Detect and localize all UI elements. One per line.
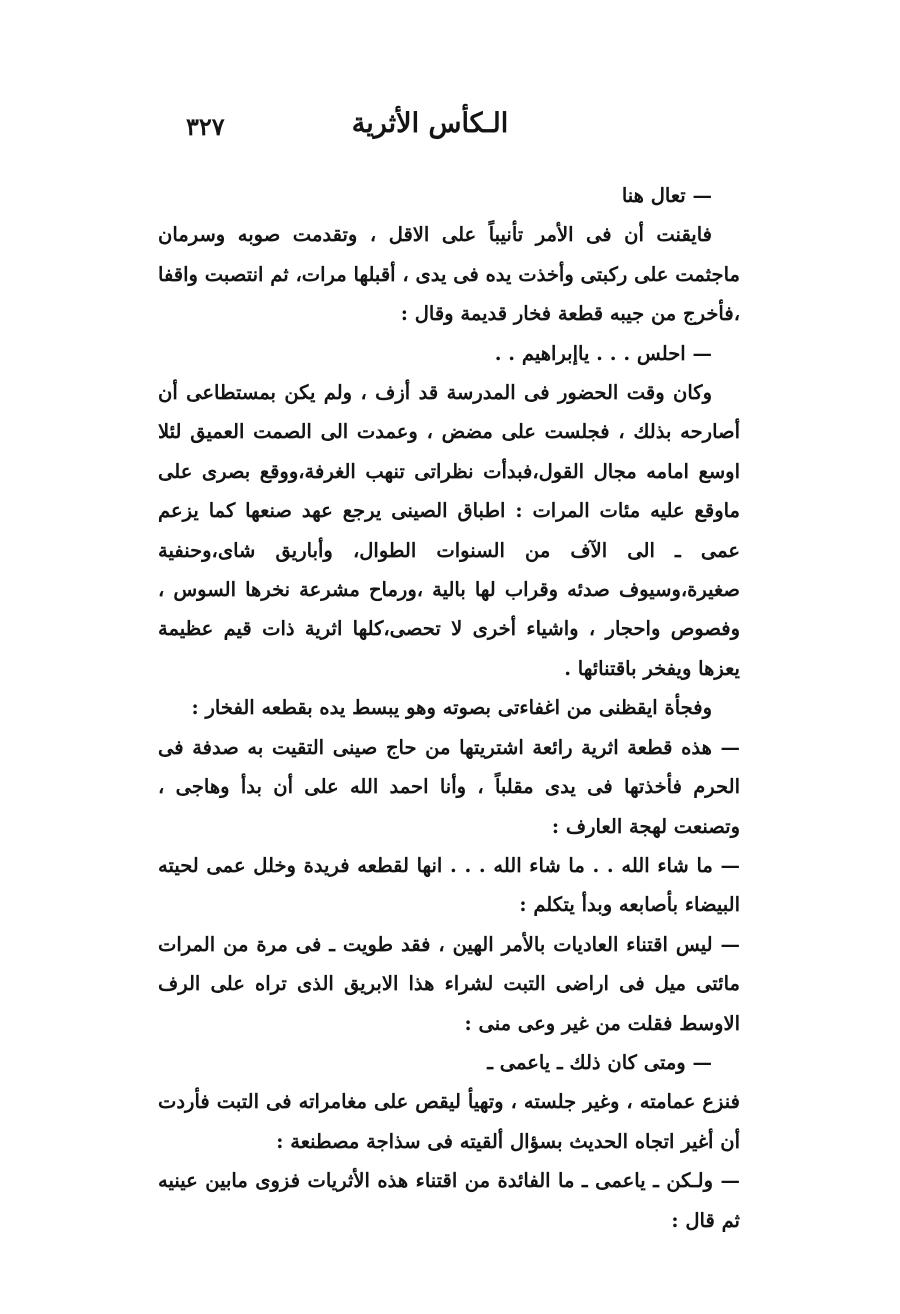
paragraph: فايقنت أن فى الأمر تأنيباً على الاقل ، وتقدمت صوبه وسرمان ماجثمت على ركبتى وأخذت يده فى يدى ، أقبلها مرات، ثم انتصبت واقفا ،فأخرج من جيبه قطعة فخار قديمة وقال :: [158, 223, 740, 326]
paragraph: فنزع عمامته ، وغير جلسته ، وتهيأ ليقص على مغامراته فى التبت فأردت أن أغير اتجاه الحديث بسؤال ألقيته فى سذاجة مصطنعة :: [158, 1090, 740, 1153]
paragraph: وكان وقت الحضور فى المدرسة قد أزف ، ولم يكن بمستطاعى أن أصارحه بذلك ، فجلست على مضض ، وعمدت الى الصمت العميق لئلا اوسع امامه مجال القول،فبدأت نظراتى تنهب الغرفة،ووقع بصرى على ماوقع عليه مئات المرات : اطباق الصينى يرجع عهد صنعها كما يزعم عمى ـ الى الآف من السنوات الطوال، وأباريق شاى،وحنفية صغيرة،وسيوف صدئه وقراب لها بالية ،ورماح مشرعة نخرها السوس ، وفصوص واحجار ، واشياء أخرى لا تحصى،كلها اثرية ذات قيم عظيمة يعزها ويفخر باقتنائها .: [158, 381, 740, 680]
body-text: [158, 176, 740, 1240]
running-title: الـكأس الأثرية: [351, 108, 509, 139]
paragraph: وفجأة ايقظنى من اغفاءتى بصوته وهو يبسط يده بقطعه الفخار :: [191, 696, 712, 720]
paragraph: — ليس اقتناء العاديات بالأمر الهين ، فقد طويت ـ فى مرة من المرات مائتى ميل فى اراضى التبت لشراء هذا الابريق الذى تراه على الرف الاوسط فقلت من غير وعى منى :: [158, 932, 740, 1035]
page-number: ٣٢٧: [186, 112, 225, 141]
paragraph: — احلس . . . ياإبراهيم . .: [494, 341, 712, 365]
paragraph: — ولـكن ـ ياعمى ـ ما الفائدة من اقتناء هذه الأثريات فزوى مابين عينيه ثم قال :: [158, 1169, 740, 1232]
paragraph: — ما شاء الله . . ما شاء الله . . . انها لقطعه فريدة وخلل عمى لحيته البيضاء بأصابعه وبدأ يتكلم :: [158, 853, 740, 917]
paragraph: — ومتى كان ذلك ـ ياعمى ـ: [487, 1050, 712, 1074]
paragraph: — هذه قطعة اثرية رائعة اشتريتها من حاج صينى التقيت به صدفة فى الحرم فأخذتها فى يدى مقلباً ، وأنا احمد الله على أن بدأ وهاجى ، وتصنعت لهجة العارف :: [158, 735, 740, 838]
paragraph: — تعال هنا: [621, 184, 712, 207]
